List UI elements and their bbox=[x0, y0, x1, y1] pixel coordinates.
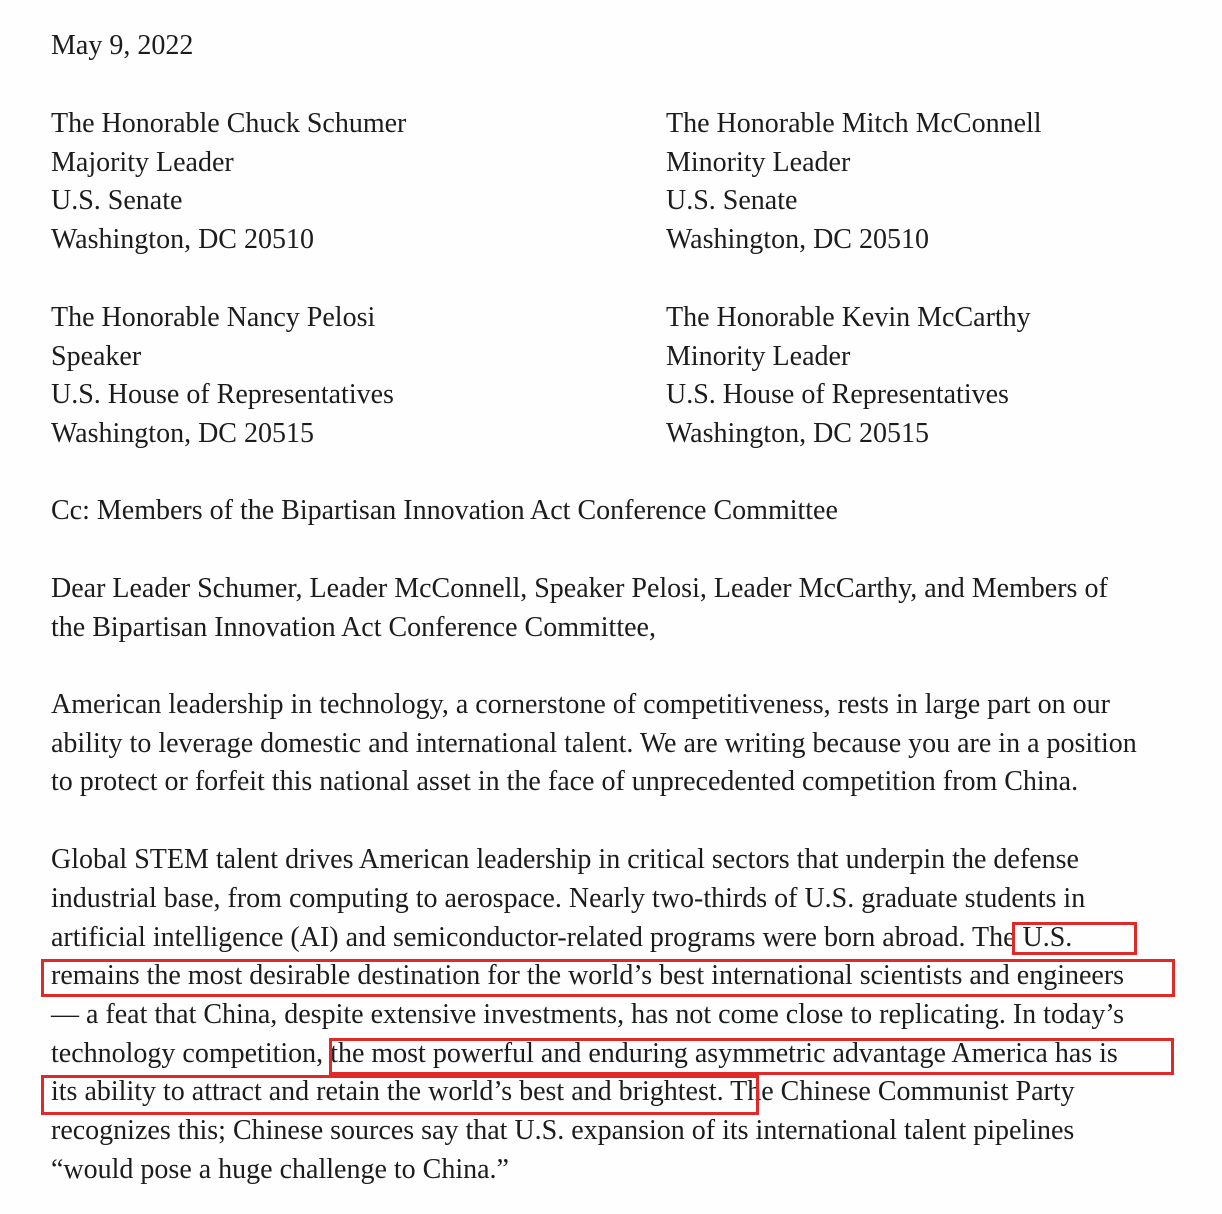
addressee-schumer-address: Washington, DC 20510 bbox=[51, 224, 314, 255]
addressee-mccarthy-body: U.S. House of Representatives bbox=[666, 379, 1009, 410]
salutation-line-2: the Bipartisan Innovation Act Conference Committee, bbox=[51, 612, 656, 643]
paragraph2-line-5: — a feat that China, despite extensive investments, has not come close to replicating. In today’s bbox=[51, 999, 1125, 1030]
addressee-mcconnell-address: Washington, DC 20510 bbox=[666, 224, 929, 255]
paragraph1-line-3: to protect or forfeit this national asset in the face of unprecedented competition from China. bbox=[51, 766, 1079, 797]
addressee-mccarthy-title: Minority Leader bbox=[666, 341, 851, 372]
highlighted-text-advantage: the most powerful and enduring asymmetric advantage America has is bbox=[323, 1038, 1118, 1069]
addressee-schumer-body: U.S. Senate bbox=[51, 185, 183, 216]
addressee-schumer-title: Majority Leader bbox=[51, 147, 234, 178]
addressee-mccarthy-name: The Honorable Kevin McCarthy bbox=[666, 302, 1031, 333]
addressee-mcconnell-body: U.S. Senate bbox=[666, 185, 798, 216]
paragraph2-line-7 bbox=[51, 1073, 1075, 1112]
highlighted-text-us: The U.S. bbox=[971, 922, 1073, 953]
addressee-mcconnell-title: Minority Leader bbox=[666, 147, 851, 178]
paragraph2-line-4: remains the most desirable destination for the world’s best international scientists and engineers bbox=[51, 960, 1125, 991]
paragraph2-line-6-text: technology competition, bbox=[51, 1038, 324, 1069]
paragraph2-line-9: “would pose a huge challenge to China.” bbox=[51, 1154, 509, 1185]
paragraph1-line-1: American leadership in technology, a cornerstone of competitiveness, rests in large part on our bbox=[51, 689, 1110, 720]
addressee-pelosi-name: The Honorable Nancy Pelosi bbox=[51, 302, 376, 333]
cc-line: Cc: Members of the Bipartisan Innovation Act Conference Committee bbox=[51, 495, 838, 526]
paragraph2-line-2: industrial base, from computing to aerospace. Nearly two-thirds of U.S. graduate students in bbox=[51, 883, 1086, 914]
addressee-pelosi-body: U.S. House of Representatives bbox=[51, 379, 394, 410]
salutation-line-1: Dear Leader Schumer, Leader McConnell, Speaker Pelosi, Leader McCarthy, and Members of bbox=[51, 573, 1108, 604]
paragraph2-line-3-text: artificial intelligence (AI) and semiconductor-related programs were born abroad. bbox=[51, 922, 972, 953]
paragraph1-line-2: ability to leverage domestic and international talent. We are writing because you are in a position bbox=[51, 728, 1137, 759]
paragraph2-line-8: recognizes this; Chinese sources say that U.S. expansion of its international talent pipelines bbox=[51, 1115, 1075, 1146]
paragraph2-line-1: Global STEM talent drives American leadership in critical sectors that underpin the defense bbox=[51, 844, 1079, 875]
highlighted-text-ability: its ability to attract and retain the world’s best and brightest. bbox=[51, 1076, 724, 1107]
addressee-mccarthy-address: Washington, DC 20515 bbox=[666, 418, 929, 449]
paragraph2-line-7-text: The Chinese Communist Party bbox=[723, 1076, 1075, 1107]
letter-date: May 9, 2022 bbox=[51, 30, 194, 61]
paragraph2-line-6 bbox=[51, 1035, 1118, 1074]
paragraph2-line-3 bbox=[51, 919, 1072, 958]
addressee-schumer-name: The Honorable Chuck Schumer bbox=[51, 108, 407, 139]
addressee-pelosi-title: Speaker bbox=[51, 341, 142, 372]
addressee-mcconnell-name: The Honorable Mitch McConnell bbox=[666, 108, 1042, 139]
addressee-pelosi-address: Washington, DC 20515 bbox=[51, 418, 314, 449]
